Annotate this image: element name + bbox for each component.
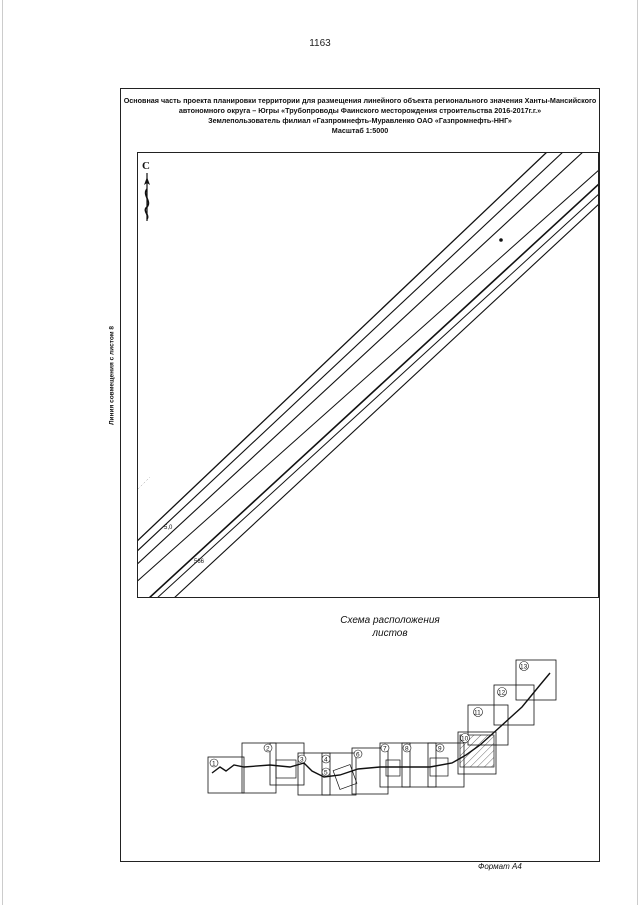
sheet-label-10: 10 (461, 735, 469, 743)
sheet-label-2: 2 (266, 745, 270, 753)
scan-edge-right (637, 0, 638, 905)
map-label-a: 5,0 (164, 525, 173, 531)
scheme-drawing (200, 655, 560, 805)
title-line-1: Основная часть проекта планировки территории для размещения линейного объекта регионального значения Ханты-Мансийского (123, 96, 597, 105)
sheet-label-8: 8 (405, 745, 409, 753)
sheet-label-1: 1 (212, 760, 216, 768)
match-line-label: Линия совмещения с листом 8 (108, 326, 116, 425)
sheet-label-5: 5 (324, 769, 328, 777)
scheme-title-line-2: листов (372, 628, 408, 639)
map-drawing (138, 153, 599, 598)
sheet-label-6: 6 (356, 751, 360, 759)
title-line-3: Землепользователь филиал «Газпромнефть-Муравленко ОАО «Газпромнефть-ННГ» (208, 116, 512, 125)
sheet-label-11: 11 (474, 709, 481, 717)
scheme-title-line-1: Схема расположения (340, 615, 440, 626)
format-label: Формат А4 (478, 862, 522, 871)
sheet-label-7: 7 (383, 745, 387, 753)
scan-edge-left (2, 0, 3, 905)
sheet-boxes (208, 660, 556, 795)
sheet-label-13: 13 (520, 663, 528, 671)
sheet-box-9 (428, 743, 464, 787)
corridor-lines (138, 153, 599, 598)
north-letter: С (142, 160, 150, 172)
scheme-title (300, 614, 480, 640)
sheet-label-12: 12 (498, 689, 506, 697)
survey-point (499, 238, 503, 242)
sheet-label-3: 3 (300, 756, 304, 764)
title-line-4: Масштаб 1:5000 (331, 126, 389, 135)
north-arrow-icon (142, 160, 150, 221)
page-number: 1163 (309, 38, 331, 49)
title-line-2: автономного округа – Югры «Трубопроводы Фаинского месторождения строительства 2016-2017г.г.» (178, 106, 542, 115)
title-block (121, 96, 599, 136)
map-label-b: 566 (194, 559, 205, 565)
sheet-layout-scheme (200, 655, 560, 805)
sheet-label-9: 9 (438, 745, 442, 753)
sheet-label-4: 4 (324, 756, 328, 764)
map-frame (137, 152, 599, 598)
